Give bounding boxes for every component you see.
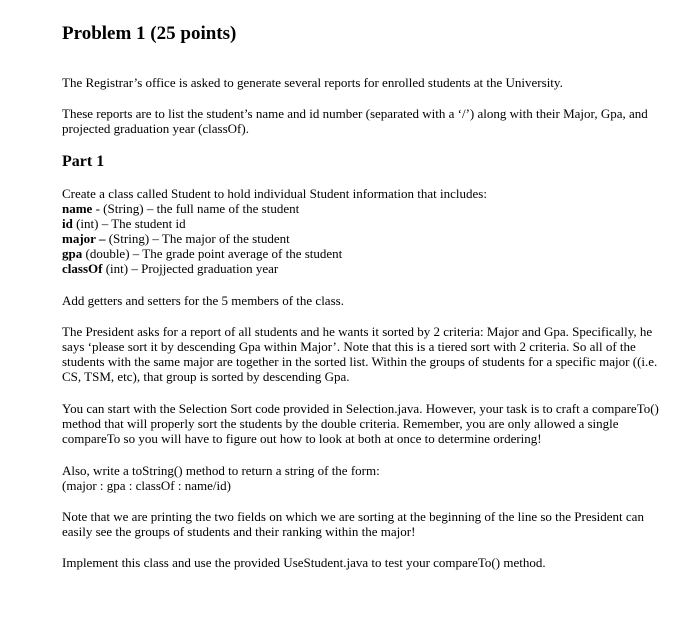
tostring-paragraph <box>62 463 667 493</box>
tostring-line-1: Also, write a toString() method to return a string of the form: <box>62 463 380 478</box>
getters-paragraph: Add getters and setters for the 5 members of the class. <box>62 293 344 308</box>
field-id: id (int) – The student id <box>62 216 186 231</box>
part-1-heading: Part 1 <box>62 153 105 170</box>
field-classof: classOf (int) – Projjected graduation year <box>62 261 279 276</box>
president-paragraph: The President asks for a report of all students and he wants it sorted by 2 criteria: Major and Gpa. Specifically, he says ‘please sort it by descending Gpa within Major’. Note that this is a tiered sort with 2 criteria. So all of the students with the same major are together in the sorted list. Within the groups of students for a specific major ((i.e. CS, TSM, etc), that group is sorted by descending Gpa. <box>62 324 658 384</box>
field-major: major – (String) – The major of the student <box>62 231 290 246</box>
intro-paragraph-1: The Registrar’s office is asked to generate several reports for enrolled students at the University. <box>62 75 563 90</box>
tostring-format: (major : gpa : classOf : name/id) <box>62 478 231 493</box>
implement-paragraph: Implement this class and use the provided UseStudent.java to test your compareTo() method. <box>62 555 546 570</box>
note-paragraph: Note that we are printing the two fields on which we are sorting at the beginning of the line so the President can easily see the groups of students and their ranking within the major! <box>62 509 644 539</box>
selection-sort-paragraph: You can start with the Selection Sort code provided in Selection.java. However, your task is to craft a compareTo() method that will properly sort the students by the double criteria. Remember, you are only allowed a single compareTo so you will have to figure out how to look at both at once to determine ordering! <box>62 401 659 446</box>
field-gpa: gpa (double) – The grade point average of the student <box>62 246 343 261</box>
class-description <box>62 186 667 276</box>
problem-title: Problem 1 (25 points) <box>62 23 237 44</box>
field-name: name - (String) – the full name of the student <box>62 201 300 216</box>
class-intro: Create a class called Student to hold individual Student information that includes: <box>62 186 487 201</box>
intro-paragraph-2: These reports are to list the student’s name and id number (separated with a ‘/’) along with their Major, Gpa, and projected graduation year (classOf). <box>62 106 648 136</box>
